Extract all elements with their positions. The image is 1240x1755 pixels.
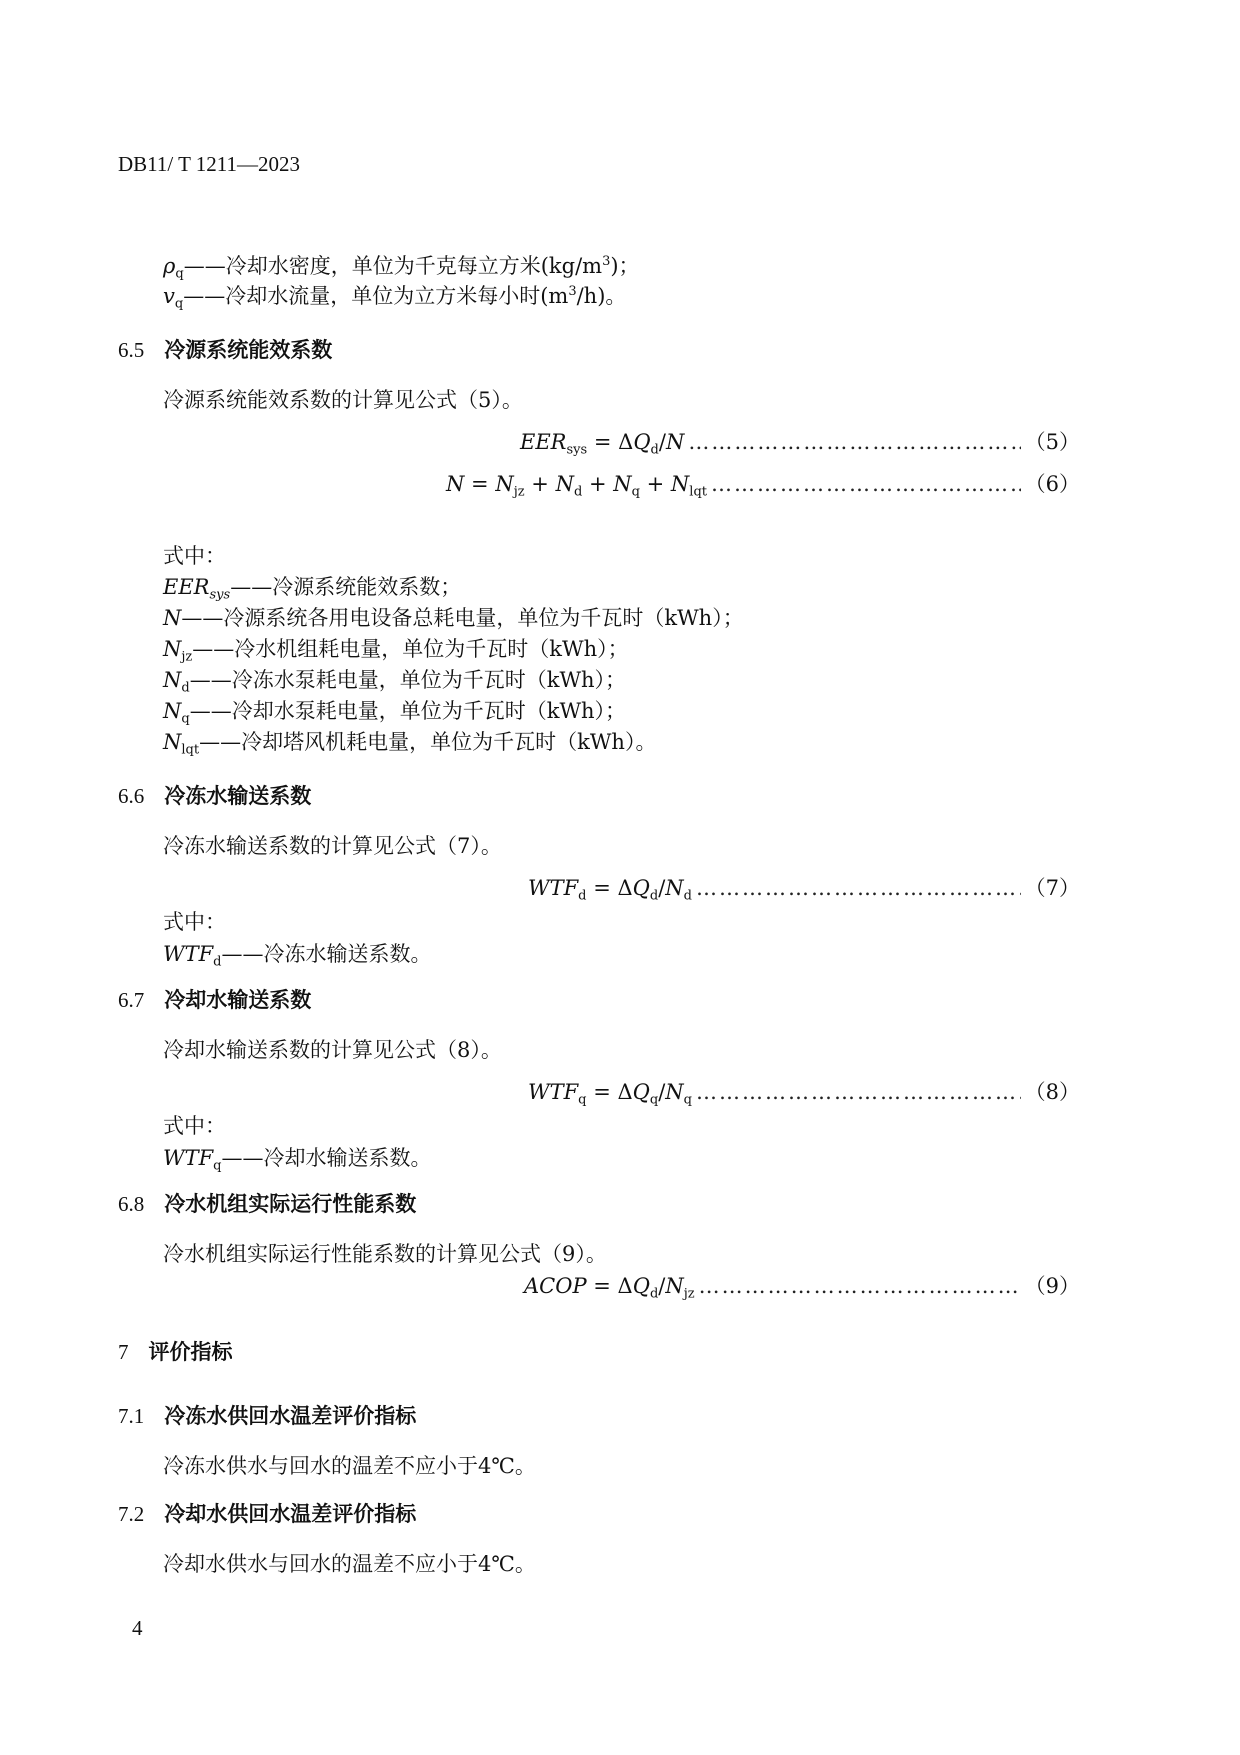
section-intro-6-5: 冷源系统能效系数的计算见公式（5）。: [163, 388, 523, 412]
definition-wtf-d: $WTF_d——$冷冻水输送系数。: [163, 942, 432, 970]
where-label-6-5: 式中：: [163, 544, 226, 568]
definition-wtf-q: $WTF_q——$冷却水输送系数。: [163, 1146, 432, 1174]
where-label-6-7: 式中：: [163, 1114, 226, 1138]
definition-rho-q: $\rho_q——$冷却水密度，单位为千克每立方米$(kg/m^3)$；: [163, 254, 640, 282]
section-text-7-1: 冷冻水供水与回水的温差不应小于4℃。: [163, 1454, 536, 1478]
section-text-7-2: 冷却水供水与回水的温差不应小于4℃。: [163, 1552, 536, 1576]
document-header: DB11/ T 1211—2023: [118, 152, 301, 176]
equation-5: $EER_{sys} = \Delta Q_d/N$ ………………………………………………………………………………………………………………………………………………………… （5）: [520, 432, 1080, 453]
definition-n-jz: $N_{jz}——$冷水机组耗电量，单位为千瓦时（kWh）；: [163, 637, 629, 665]
definition-n-d: $N_d——$冷冻水泵耗电量，单位为千瓦时（kWh）；: [163, 668, 627, 696]
definition-n: N——冷源系统各用电设备总耗电量，单位为千瓦时（kWh）；: [163, 606, 744, 630]
where-label-6-6: 式中：: [163, 910, 226, 934]
section-intro-6-6: 冷冻水输送系数的计算见公式（7）。: [163, 834, 502, 858]
equation-8: $WTF_q = \Delta Q_q/N_q$ ………………………………………………………………………………………………………………………………………………………… （8）: [528, 1082, 1080, 1103]
equation-9: ACOP = $\Delta Q_d/N_{jz}$ ………………………………………………………………………………………………………………………………………………………… （9）: [524, 1276, 1080, 1297]
equation-6: $N = N_{jz} + N_d + N_q + N_{lqt}$ ………………………………………………………………………………………………………………………………………………………… （6）: [446, 474, 1080, 495]
section-intro-6-7: 冷却水输送系数的计算见公式（8）。: [163, 1038, 502, 1062]
section-heading-6-7: 6.7 冷却水输送系数: [118, 988, 312, 1012]
definition-eer-sys: $EER_{sys}——$冷源系统能效系数；: [163, 575, 462, 603]
chapter-heading-7: 7 评价指标: [118, 1340, 233, 1364]
definition-n-q: $N_q——$冷却水泵耗电量，单位为千瓦时（kWh）；: [163, 699, 627, 727]
section-heading-6-6: 6.6 冷冻水输送系数: [118, 784, 312, 808]
section-heading-7-2: 7.2 冷却水供回水温差评价指标: [118, 1502, 417, 1526]
page-number: 4: [132, 1616, 143, 1640]
definition-v-q: $v_q——$冷却水流量，单位为立方米每小时$(m^3/h)$。: [163, 284, 627, 312]
section-intro-6-8: 冷水机组实际运行性能系数的计算见公式（9）。: [163, 1242, 607, 1266]
section-heading-6-5: 6.5 冷源系统能效系数: [118, 338, 333, 362]
definition-n-lqt: $N_{lqt}——$冷却塔风机耗电量，单位为千瓦时（kWh）。: [163, 730, 657, 758]
section-heading-6-8: 6.8 冷水机组实际运行性能系数: [118, 1192, 417, 1216]
equation-7: $WTF_d = \Delta Q_d/N_d$ ………………………………………………………………………………………………………………………………………………………… （7）: [528, 878, 1080, 899]
section-heading-7-1: 7.1 冷冻水供回水温差评价指标: [118, 1404, 417, 1428]
